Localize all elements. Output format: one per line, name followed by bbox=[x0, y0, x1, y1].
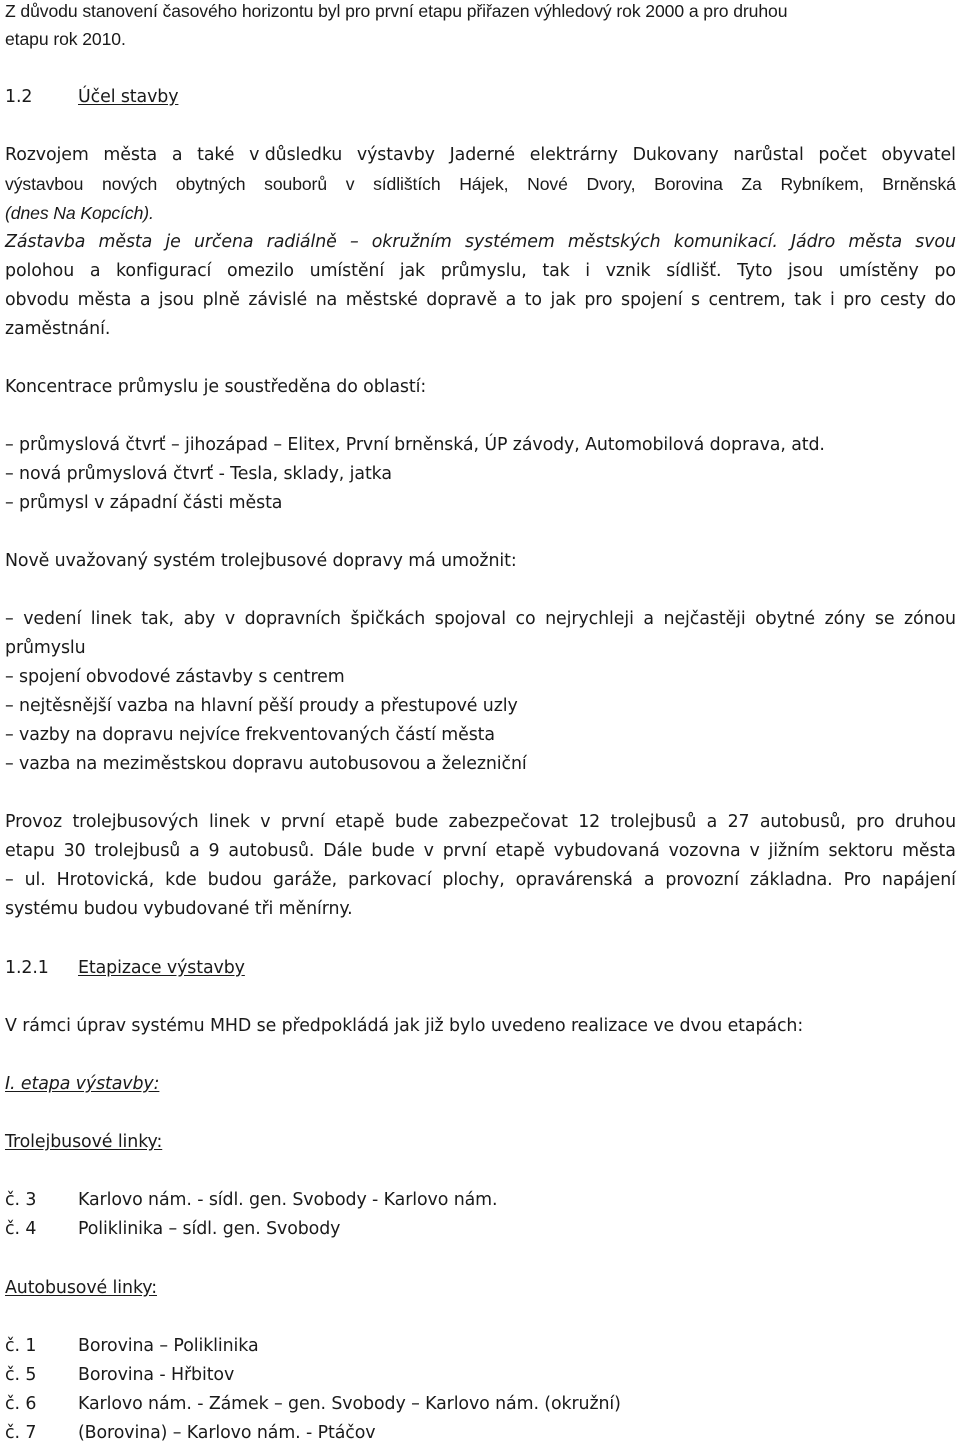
word: sídlišť. bbox=[666, 261, 722, 281]
word: a bbox=[189, 841, 200, 861]
word: 27 bbox=[727, 812, 750, 832]
word: městské bbox=[345, 290, 418, 310]
word: garáže, bbox=[272, 870, 338, 890]
word: průmyslu, bbox=[440, 261, 527, 281]
word: Dále bbox=[323, 841, 363, 861]
word: provozní bbox=[665, 870, 739, 890]
word: obytné bbox=[755, 609, 816, 629]
word: plně bbox=[202, 290, 240, 310]
word: a bbox=[171, 145, 183, 165]
word: závislé bbox=[248, 290, 308, 310]
para2-line-2 bbox=[5, 260, 956, 282]
word: a bbox=[643, 870, 655, 890]
word: 30 bbox=[63, 841, 86, 861]
word: Hrotovická, bbox=[56, 870, 155, 890]
para1-line-3: (dnes Na Kopcích). bbox=[5, 203, 154, 223]
word: napájení bbox=[881, 870, 956, 890]
word: systémem bbox=[464, 232, 555, 252]
word: trolejbusů bbox=[610, 812, 697, 832]
operation-line-2 bbox=[5, 840, 956, 862]
word: elektrárny bbox=[529, 145, 618, 165]
word: vedení bbox=[23, 609, 82, 629]
word: vozovna bbox=[668, 841, 741, 861]
word: etapě bbox=[495, 841, 545, 861]
line-number: č. 3 bbox=[5, 1190, 37, 1210]
word: v bbox=[260, 812, 271, 832]
word: – bbox=[5, 609, 14, 629]
section-number: 1.2.1 bbox=[5, 958, 49, 978]
word: obvodu bbox=[5, 290, 70, 310]
word: bude bbox=[394, 812, 439, 832]
line-route: Borovina - Hřbitov bbox=[78, 1365, 235, 1385]
word: Brněnská bbox=[882, 174, 956, 194]
word: je bbox=[165, 232, 181, 252]
word: vznik bbox=[605, 261, 651, 281]
word: radiálně bbox=[266, 232, 337, 252]
word: tak bbox=[542, 261, 570, 281]
para1-line-1 bbox=[5, 144, 956, 166]
word: ul. bbox=[24, 870, 46, 890]
word: zónou bbox=[904, 609, 956, 629]
word: Rozvojem bbox=[5, 145, 89, 165]
word: jsou bbox=[788, 261, 824, 281]
line-route: Borovina – Poliklinika bbox=[78, 1336, 259, 1356]
word: výstavby bbox=[356, 145, 435, 165]
system-item: – nejtěsnější vazba na hlavní pěší proudy a přestupové uzly bbox=[5, 696, 518, 716]
word: jak bbox=[399, 261, 426, 281]
para2-line-4: zaměstnání. bbox=[5, 319, 111, 339]
operation-line-4: systému budou vybudované tři měnírny. bbox=[5, 899, 353, 919]
word: v bbox=[345, 174, 355, 194]
word: základna. bbox=[749, 870, 833, 890]
word: 12 bbox=[578, 812, 601, 832]
word: umístěny bbox=[838, 261, 919, 281]
word: nejrychleji bbox=[545, 609, 634, 629]
word: špičkách bbox=[350, 609, 426, 629]
word: nových bbox=[102, 174, 158, 194]
word: městských bbox=[567, 232, 661, 252]
word: linek bbox=[208, 812, 250, 832]
word: do bbox=[934, 290, 956, 310]
word: Tyto bbox=[737, 261, 773, 281]
industry-item: – nová průmyslová čtvrť - Tesla, sklady, jatka bbox=[5, 464, 392, 484]
word: Pro bbox=[843, 870, 871, 890]
word: pro bbox=[843, 290, 872, 310]
word: zóny bbox=[824, 609, 866, 629]
industry-heading: Koncentrace průmyslu je soustředěna do oblastí: bbox=[5, 377, 427, 397]
word: konfigurací bbox=[116, 261, 212, 281]
word: Za bbox=[741, 174, 762, 194]
intro-line-1: Z důvodu stanovení časového horizontu byl pro první etapu přiřazen výhledový rok 2000 a pro druhou bbox=[5, 1, 788, 21]
word: vybudovaná bbox=[553, 841, 660, 861]
word: bude bbox=[371, 841, 415, 861]
word: také bbox=[197, 145, 235, 165]
word: komunikací. bbox=[673, 232, 778, 252]
word: Provoz bbox=[5, 812, 63, 832]
section-number: 1.2 bbox=[5, 87, 33, 107]
word: co bbox=[515, 609, 536, 629]
word: pro bbox=[856, 812, 885, 832]
word: cesty bbox=[879, 290, 926, 310]
word: v bbox=[423, 841, 434, 861]
word: města bbox=[98, 232, 153, 252]
word: a bbox=[706, 812, 718, 832]
section-title: Etapizace výstavby bbox=[78, 958, 245, 978]
line-route: Karlovo nám. - Zámek – gen. Svobody – Karlovo nám. (okružní) bbox=[78, 1394, 621, 1414]
word: spojoval bbox=[434, 609, 506, 629]
word: etapě bbox=[335, 812, 385, 832]
para2-line-1 bbox=[5, 231, 956, 253]
line-number: č. 1 bbox=[5, 1336, 37, 1356]
para2-line-3 bbox=[5, 289, 956, 311]
word: aby bbox=[183, 609, 216, 629]
word: budou bbox=[207, 870, 262, 890]
word: 9 bbox=[208, 841, 220, 861]
word: plochy, bbox=[442, 870, 505, 890]
word: centrem, bbox=[708, 290, 786, 310]
word: umístění bbox=[309, 261, 385, 281]
word: města bbox=[902, 841, 956, 861]
word: jižním bbox=[768, 841, 820, 861]
line-number: č. 7 bbox=[5, 1423, 37, 1443]
word: – bbox=[349, 232, 359, 252]
stage-label: I. etapa výstavby: bbox=[5, 1074, 160, 1094]
word: Dukovany bbox=[632, 145, 719, 165]
system-item: – spojení obvodové zástavby s centrem bbox=[5, 667, 345, 687]
word: autobusů. bbox=[228, 841, 315, 861]
word: trolejbusových bbox=[72, 812, 199, 832]
word: trolejbusů bbox=[94, 841, 181, 861]
word: s bbox=[690, 290, 700, 310]
para1-line-2 bbox=[5, 173, 956, 195]
word: to bbox=[524, 290, 542, 310]
system-item: – vazby na dopravu nejvíce frekventovaných částí města bbox=[5, 725, 495, 745]
word: druhou bbox=[894, 812, 956, 832]
word: omezilo bbox=[226, 261, 294, 281]
word: parkovací bbox=[348, 870, 432, 890]
word: na bbox=[315, 290, 338, 310]
word: pro bbox=[584, 290, 613, 310]
line-number: č. 6 bbox=[5, 1394, 37, 1414]
word: tak, bbox=[141, 609, 174, 629]
word: dopravních bbox=[244, 609, 341, 629]
section-title: Účel stavby bbox=[78, 87, 179, 107]
line-route: Poliklinika – sídl. gen. Svobody bbox=[78, 1219, 341, 1239]
word: etapu bbox=[5, 841, 55, 861]
word: a bbox=[139, 290, 151, 310]
bus-heading: Autobusové linky: bbox=[5, 1278, 157, 1298]
word: města bbox=[103, 145, 158, 165]
line-route: Karlovo nám. - sídl. gen. Svobody - Karlovo nám. bbox=[78, 1190, 498, 1210]
word: v bbox=[749, 841, 760, 861]
system-item-1-cont: průmyslu bbox=[5, 638, 86, 658]
word: i bbox=[585, 261, 591, 281]
operation-line-3 bbox=[5, 869, 956, 891]
word: se bbox=[874, 609, 895, 629]
word: města bbox=[848, 232, 903, 252]
word: dopravě bbox=[426, 290, 498, 310]
word: sídlištích bbox=[373, 174, 441, 194]
word: narůstal bbox=[733, 145, 804, 165]
line-number: č. 4 bbox=[5, 1219, 37, 1239]
word: sektoru bbox=[828, 841, 894, 861]
operation-line-1 bbox=[5, 811, 956, 833]
word: – bbox=[5, 870, 14, 890]
word: města bbox=[77, 290, 132, 310]
word: Jaderné bbox=[449, 145, 515, 165]
word: v bbox=[224, 609, 236, 629]
word: Dvory, bbox=[586, 174, 636, 194]
word: okružním bbox=[371, 232, 452, 252]
industry-item: – průmysl v západní části města bbox=[5, 493, 283, 513]
word: obytných bbox=[175, 174, 246, 194]
word: kde bbox=[165, 870, 197, 890]
word: první bbox=[442, 841, 487, 861]
word: polohou bbox=[5, 261, 75, 281]
word: a bbox=[643, 609, 654, 629]
system-heading: Nově uvažovaný systém trolejbusové dopravy má umožnit: bbox=[5, 551, 517, 571]
word: linek bbox=[90, 609, 132, 629]
word: a bbox=[89, 261, 101, 281]
intro-line-2: etapu rok 2010. bbox=[5, 29, 126, 49]
word: Hájek, bbox=[459, 174, 509, 194]
word: první bbox=[280, 812, 325, 832]
word: Jádro bbox=[791, 232, 836, 252]
word: zabezpečovat bbox=[448, 812, 568, 832]
word: i bbox=[830, 290, 835, 310]
word: Nové bbox=[527, 174, 568, 194]
word: Borovina bbox=[654, 174, 723, 194]
word: svou bbox=[915, 232, 956, 252]
realization-text: V rámci úprav systému MHD se předpokládá jak již bylo uvedeno realizace ve dvou etapách: bbox=[5, 1016, 804, 1036]
line-number: č. 5 bbox=[5, 1365, 37, 1385]
word: určena bbox=[193, 232, 254, 252]
word: po bbox=[934, 261, 956, 281]
word: Zástavba bbox=[5, 232, 86, 252]
trolley-heading: Trolejbusové linky: bbox=[5, 1132, 163, 1152]
word: jsou bbox=[158, 290, 195, 310]
word: v důsledku bbox=[249, 145, 343, 165]
line-route: (Borovina) – Karlovo nám. - Ptáčov bbox=[78, 1423, 376, 1443]
industry-item: – průmyslová čtvrť – jihozápad – Elitex, První brněnská, ÚP závody, Automobilová doprava, atd. bbox=[5, 435, 825, 455]
word: nejčastěji bbox=[663, 609, 746, 629]
word: výstavbou bbox=[5, 174, 84, 194]
system-item: – vazba na meziměstskou dopravu autobusovou a železniční bbox=[5, 754, 527, 774]
word: Rybníkem, bbox=[780, 174, 864, 194]
word: autobusů, bbox=[759, 812, 846, 832]
word: jak bbox=[550, 290, 576, 310]
word: spojení bbox=[621, 290, 683, 310]
word: opravárenská bbox=[515, 870, 633, 890]
system-item-1 bbox=[5, 608, 956, 630]
word: souborů bbox=[264, 174, 328, 194]
word: a bbox=[505, 290, 517, 310]
word: počet bbox=[818, 145, 867, 165]
word: obyvatel bbox=[881, 145, 956, 165]
word: tak bbox=[794, 290, 822, 310]
